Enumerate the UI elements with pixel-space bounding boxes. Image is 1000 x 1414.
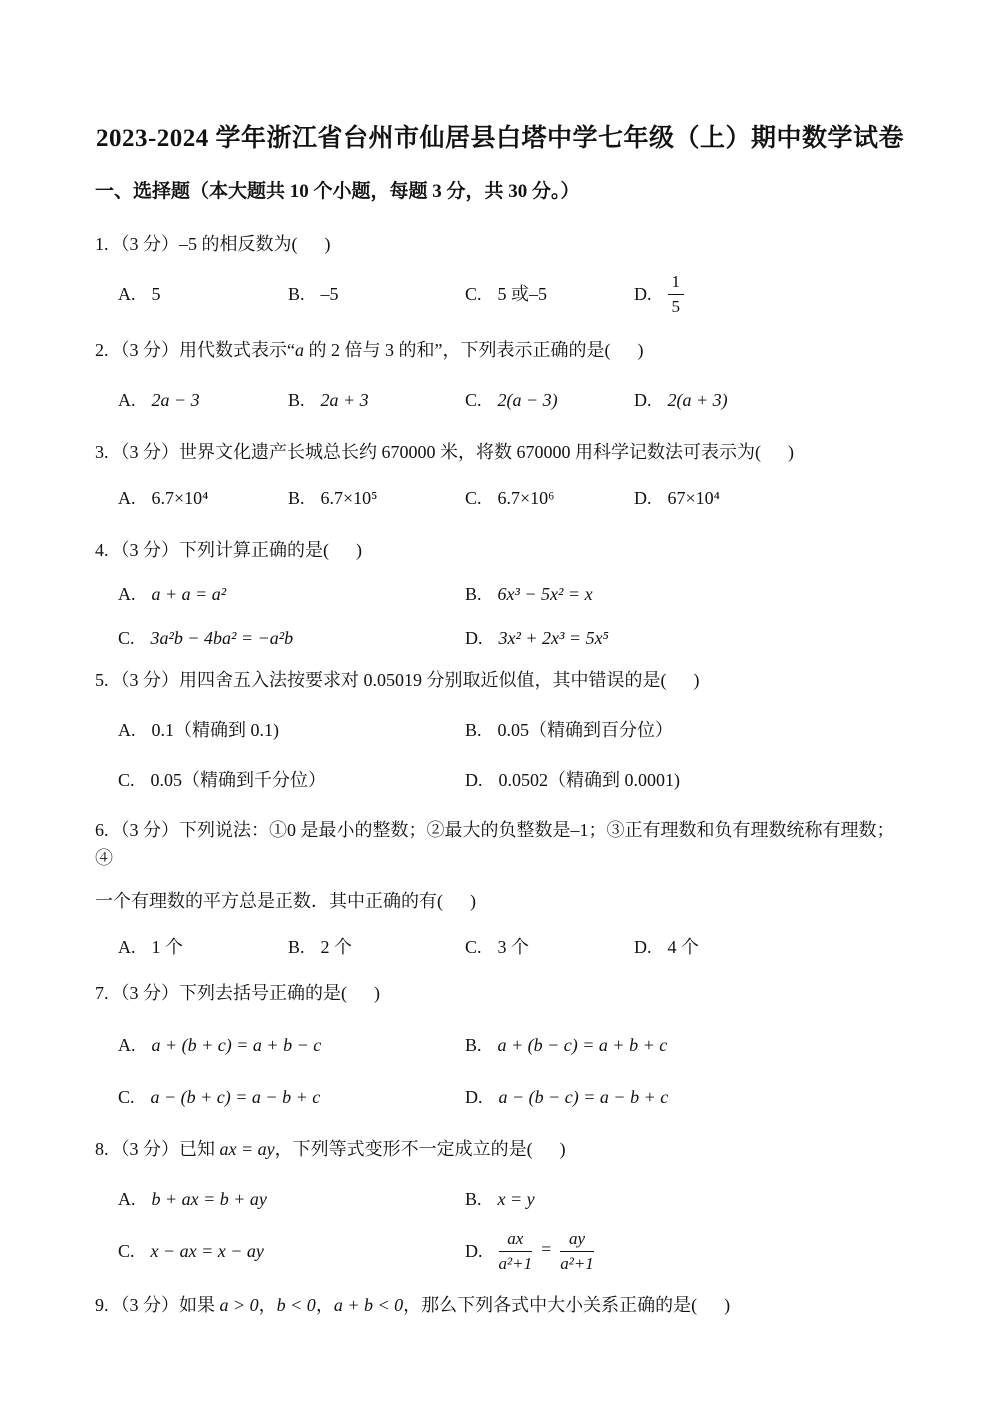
question-8 bbox=[95, 1135, 905, 1283]
question-text: （3 分）下列去括号正确的是( ) bbox=[111, 983, 380, 1003]
stem-text: （3 分）用代数式表示“ bbox=[111, 340, 295, 360]
question-number: 2. bbox=[95, 340, 109, 360]
question-5-options-row-2 bbox=[95, 766, 905, 794]
question-number: 6. bbox=[95, 820, 109, 840]
option-label: D. bbox=[465, 770, 483, 790]
fraction-equation bbox=[499, 1229, 594, 1273]
option-label: B. bbox=[288, 284, 305, 304]
question-3-stem bbox=[95, 438, 905, 466]
option-5-b bbox=[465, 716, 673, 744]
question-1 bbox=[95, 230, 905, 322]
question-text-line-2: 一个有理数的平方总是正数．其中正确的有( ) bbox=[95, 891, 476, 911]
fraction-numerator: ax bbox=[499, 1229, 533, 1252]
option-3-c bbox=[465, 484, 634, 512]
option-value: 4 个 bbox=[667, 937, 699, 957]
option-value: a − (b + c) = a − b + c bbox=[150, 1087, 321, 1107]
question-number: 3. bbox=[95, 442, 109, 462]
question-6 bbox=[95, 816, 905, 961]
option-value: 6.7×10⁶ bbox=[497, 488, 555, 508]
equals-sign: = bbox=[541, 1239, 552, 1260]
option-value: 3 个 bbox=[497, 937, 530, 957]
option-7-b bbox=[465, 1031, 667, 1059]
question-7-options-row-1 bbox=[95, 1031, 905, 1059]
option-label: B. bbox=[288, 937, 305, 957]
option-label: B. bbox=[465, 1035, 482, 1055]
option-value: 6x³ − 5x² = x bbox=[497, 584, 593, 604]
option-value: 6.7×10⁵ bbox=[320, 488, 378, 508]
question-5-stem bbox=[95, 666, 905, 694]
option-value: 3a²b − 4ba² = −a²b bbox=[150, 628, 294, 648]
option-7-a bbox=[118, 1031, 465, 1059]
option-label: A. bbox=[118, 390, 136, 410]
option-label: A. bbox=[118, 284, 136, 304]
section-heading: 一、选择题（本大题共 10 个小题，每题 3 分，共 30 分。） bbox=[95, 181, 580, 202]
option-value: 2a − 3 bbox=[151, 390, 200, 410]
option-5-a bbox=[118, 716, 465, 744]
question-7-stem bbox=[95, 979, 905, 1007]
option-value: a + (b + c) = a + b − c bbox=[151, 1035, 322, 1055]
question-7 bbox=[95, 979, 905, 1111]
option-label: C. bbox=[465, 284, 482, 304]
option-4-d bbox=[465, 624, 609, 652]
option-label: A. bbox=[118, 584, 136, 604]
stem-text: ，那么下列各式中大小关系正确的是( ) bbox=[403, 1295, 731, 1315]
option-label: C. bbox=[118, 1087, 135, 1107]
question-number: 8. bbox=[95, 1139, 109, 1159]
option-3-d bbox=[634, 484, 720, 512]
option-7-d bbox=[465, 1083, 668, 1111]
option-label: A. bbox=[118, 1189, 136, 1209]
question-1-options bbox=[95, 266, 905, 322]
option-5-d bbox=[465, 766, 680, 794]
option-label: B. bbox=[288, 390, 305, 410]
option-4-b bbox=[465, 580, 593, 608]
option-label: C. bbox=[465, 488, 482, 508]
option-label: A. bbox=[118, 1035, 136, 1055]
question-6-stem bbox=[95, 816, 905, 915]
question-number: 9. bbox=[95, 1295, 109, 1315]
option-6-c bbox=[465, 933, 634, 961]
fraction-denominator: a²+1 bbox=[560, 1253, 594, 1273]
option-label: D. bbox=[634, 284, 652, 304]
option-1-d bbox=[634, 272, 684, 316]
option-value: –5 bbox=[320, 284, 339, 304]
question-7-options-row-2 bbox=[95, 1083, 905, 1111]
fraction bbox=[668, 272, 685, 316]
option-1-a bbox=[118, 280, 288, 308]
option-2-a bbox=[118, 386, 288, 414]
stem-math: a bbox=[295, 340, 304, 360]
question-3 bbox=[95, 438, 905, 512]
option-3-a bbox=[118, 484, 288, 512]
stem-math: b < 0 bbox=[276, 1295, 316, 1315]
stem-text: （3 分）如果 bbox=[111, 1295, 220, 1315]
option-value: 2(a + 3) bbox=[667, 390, 728, 410]
question-8-options-row-1 bbox=[95, 1185, 905, 1213]
option-value: 2(a − 3) bbox=[497, 390, 558, 410]
option-6-a bbox=[118, 933, 288, 961]
question-5-options-row-1 bbox=[95, 716, 905, 744]
option-2-c bbox=[465, 386, 634, 414]
question-2-stem bbox=[95, 336, 905, 364]
question-4-options-row-1 bbox=[95, 580, 905, 608]
stem-text: ，下列等式变形不一定成立的是( ) bbox=[274, 1139, 566, 1159]
option-label: D. bbox=[465, 1241, 483, 1261]
question-1-stem bbox=[95, 230, 905, 258]
option-label: A. bbox=[118, 720, 136, 740]
question-number: 4. bbox=[95, 540, 109, 560]
option-label: C. bbox=[118, 770, 135, 790]
question-3-options bbox=[95, 484, 905, 512]
option-value: 0.0502（精确到 0.0001) bbox=[498, 770, 680, 790]
question-text: （3 分）用四舍五入法按要求对 0.05019 分别取近似值，其中错误的是( ) bbox=[111, 670, 700, 690]
option-value: b + ax = b + ay bbox=[151, 1189, 267, 1209]
option-value: 0.1（精确到 0.1) bbox=[151, 720, 279, 740]
option-label: D. bbox=[634, 390, 652, 410]
question-text: （3 分）下列计算正确的是( ) bbox=[111, 540, 362, 560]
stem-text: 的 2 倍与 3 的和”，下列表示正确的是( ) bbox=[304, 340, 644, 360]
option-6-b bbox=[288, 933, 465, 961]
fraction-numerator: ay bbox=[560, 1229, 594, 1252]
option-2-d bbox=[634, 386, 728, 414]
question-2 bbox=[95, 336, 905, 414]
option-value: x = y bbox=[497, 1189, 535, 1209]
stem-text: ， bbox=[315, 1295, 334, 1315]
question-9-stem bbox=[95, 1291, 905, 1319]
option-8-c bbox=[118, 1237, 465, 1265]
option-label: B. bbox=[288, 488, 305, 508]
option-value: a − (b − c) = a − b + c bbox=[498, 1087, 669, 1107]
option-label: A. bbox=[118, 937, 136, 957]
option-value: 3x² + 2x³ = 5x⁵ bbox=[498, 628, 609, 648]
option-3-b bbox=[288, 484, 465, 512]
question-8-stem bbox=[95, 1135, 905, 1163]
option-value: 2a + 3 bbox=[320, 390, 369, 410]
question-8-options-row-2 bbox=[95, 1219, 905, 1283]
option-2-b bbox=[288, 386, 465, 414]
option-label: D. bbox=[634, 937, 652, 957]
stem-text: （3 分）已知 bbox=[111, 1139, 220, 1159]
option-label: B. bbox=[465, 720, 482, 740]
option-8-a bbox=[118, 1185, 465, 1213]
option-label: C. bbox=[465, 937, 482, 957]
question-number: 1. bbox=[95, 234, 109, 254]
option-label: D. bbox=[465, 628, 483, 648]
option-4-c bbox=[118, 624, 465, 652]
option-6-d bbox=[634, 933, 699, 961]
option-label: D. bbox=[634, 488, 652, 508]
fraction-denominator: 5 bbox=[671, 296, 680, 316]
option-value: x − ax = x − ay bbox=[150, 1241, 264, 1261]
question-4-options-row-2 bbox=[95, 624, 905, 652]
option-value: 67×10⁴ bbox=[667, 488, 720, 508]
option-label: B. bbox=[465, 584, 482, 604]
option-label: C. bbox=[118, 628, 135, 648]
option-label: B. bbox=[465, 1189, 482, 1209]
option-8-b bbox=[465, 1185, 535, 1213]
question-4 bbox=[95, 536, 905, 652]
option-label: D. bbox=[465, 1087, 483, 1107]
question-9 bbox=[95, 1291, 905, 1319]
option-4-a bbox=[118, 580, 465, 608]
stem-text: ， bbox=[258, 1295, 277, 1315]
option-value: 1 个 bbox=[151, 937, 183, 957]
option-value: 5 或–5 bbox=[497, 284, 548, 304]
fraction-left bbox=[499, 1229, 533, 1273]
option-1-c bbox=[465, 280, 634, 308]
page-title: 2023-2024 学年浙江省台州市仙居县白塔中学七年级（上）期中数学试卷 bbox=[95, 125, 905, 152]
option-label: C. bbox=[465, 390, 482, 410]
option-value: 0.05（精确到百分位） bbox=[497, 720, 674, 740]
option-8-d bbox=[465, 1229, 594, 1273]
question-4-stem bbox=[95, 536, 905, 564]
fraction-right bbox=[560, 1229, 594, 1273]
option-value: a + (b − c) = a + b + c bbox=[497, 1035, 668, 1055]
question-number: 5. bbox=[95, 670, 109, 690]
stem-math: ax = ay bbox=[219, 1139, 275, 1159]
option-value: a + a = a² bbox=[151, 584, 227, 604]
question-text-line-1: （3 分）下列说法：①0 是最小的整数；②最大的负整数是–1；③正有理数和负有理数统称有理数；④ bbox=[95, 820, 895, 868]
fraction-numerator: 1 bbox=[668, 272, 685, 295]
option-value: 0.05（精确到千分位） bbox=[150, 770, 327, 790]
question-number: 7. bbox=[95, 983, 109, 1003]
stem-math: a + b < 0 bbox=[333, 1295, 404, 1315]
question-2-options bbox=[95, 386, 905, 414]
option-label: C. bbox=[118, 1241, 135, 1261]
question-text: （3 分）世界文化遗产长城总长约 670000 米，将数 670000 用科学记数法可表示为( ) bbox=[111, 442, 794, 462]
option-value: 5 bbox=[151, 284, 161, 304]
question-text: （3 分）–5 的相反数为( ) bbox=[111, 234, 331, 254]
question-6-options bbox=[95, 933, 905, 961]
option-7-c bbox=[118, 1083, 465, 1111]
option-1-b bbox=[288, 280, 465, 308]
option-value: 2 个 bbox=[320, 937, 353, 957]
option-5-c bbox=[118, 766, 465, 794]
fraction-denominator: a²+1 bbox=[498, 1253, 533, 1273]
stem-math: a > 0 bbox=[219, 1295, 259, 1315]
option-label: A. bbox=[118, 488, 136, 508]
question-5 bbox=[95, 666, 905, 794]
option-value: 6.7×10⁴ bbox=[151, 488, 209, 508]
